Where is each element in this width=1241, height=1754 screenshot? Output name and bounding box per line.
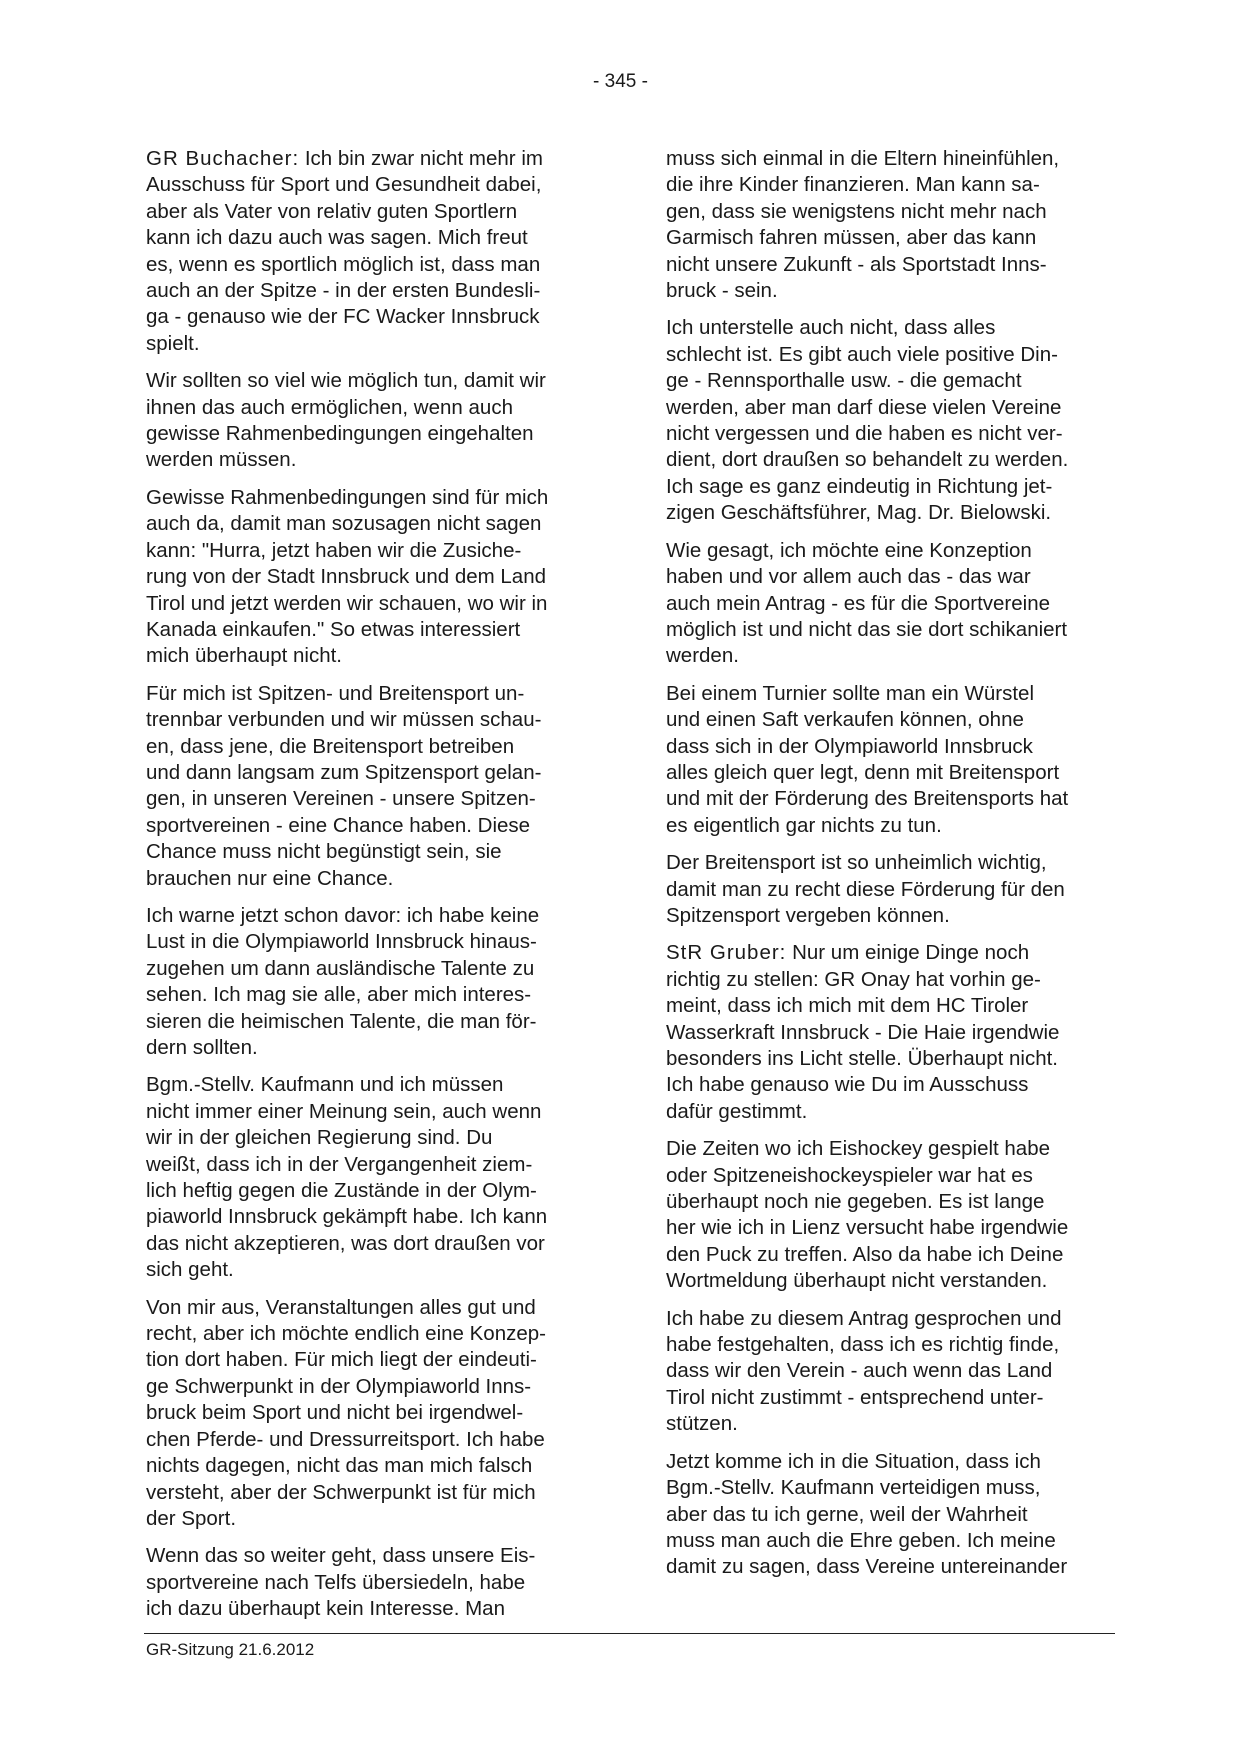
text-line [666, 1554, 1126, 1580]
text-line [146, 1178, 606, 1204]
line-text: lich heftig gegen die Zustände in der Olym- [146, 1179, 537, 1203]
line-text: besonders ins Licht stelle. Überhaupt nicht. [666, 1047, 1059, 1070]
speaker-name: StR Gruber: [666, 941, 787, 965]
line-text: her wie ich in Lienz versucht habe irgendwie [666, 1216, 1069, 1240]
text-line [666, 1099, 1126, 1125]
text-line [146, 929, 606, 955]
text-line [666, 1385, 1126, 1411]
right-text-column [666, 146, 1126, 1592]
line-text: Der Breitensport ist so unheimlich wichtig, [666, 851, 1047, 875]
paragraph [666, 146, 1126, 304]
text-line [666, 1242, 1126, 1268]
line-text: überhaupt noch nie gegeben. Es ist lange [666, 1190, 1045, 1214]
paragraph [666, 1306, 1126, 1438]
line-text: wir in der gleichen Regierung sind. Du [146, 1126, 493, 1150]
text-line [146, 903, 606, 929]
left-text-column [146, 146, 606, 1634]
line-text: chen Pferde- und Dressurreitsport. Ich habe [146, 1427, 545, 1451]
text-line [146, 591, 606, 617]
text-line [146, 1099, 606, 1125]
paragraph [146, 368, 606, 474]
line-text: dient, dort draußen so behandelt zu werden. [666, 448, 1069, 472]
text-line [146, 447, 606, 473]
text-line [666, 395, 1126, 421]
line-text: meint, dass ich mich mit dem HC Tiroler [666, 994, 1029, 1018]
line-text: tion dort haben. Für mich liegt der eindeuti- [146, 1348, 537, 1372]
text-line [146, 252, 606, 278]
line-text: Garmisch fahren müssen, aber das kann [666, 226, 1037, 250]
line-text: schlecht ist. Es gibt auch viele positive Din- [666, 342, 1058, 366]
line-text: ge - Rennsporthalle usw. - die gemacht [666, 369, 1022, 393]
text-line [146, 1257, 606, 1283]
text-line [666, 538, 1126, 564]
line-text: bruck - sein. [666, 279, 778, 303]
line-text: möglich ist und nicht das sie dort schikaniert [666, 617, 1068, 641]
text-line [146, 866, 606, 892]
text-line [146, 1009, 606, 1035]
line-text: Spitzensport vergeben können. [666, 903, 950, 927]
line-text: piaworld Innsbruck gekämpft habe. Ich kann [146, 1205, 548, 1229]
text-line [146, 278, 606, 304]
text-line [666, 643, 1126, 669]
paragraph [146, 1295, 606, 1533]
text-line [666, 617, 1126, 643]
line-text: nicht unsere Zukunft - als Sportstadt Inns- [666, 252, 1047, 276]
line-text: richtig zu stellen: GR Onay hat vorhin ge- [666, 967, 1041, 991]
text-line [666, 681, 1126, 707]
text-line [666, 199, 1126, 225]
line-text: sich geht. [146, 1258, 234, 1282]
text-line [666, 1332, 1126, 1358]
line-text: dass sich in der Olympiaworld Innsbruck [666, 734, 1033, 758]
line-text: gen, dass sie wenigstens nicht mehr nach [666, 199, 1047, 223]
text-line [146, 172, 606, 198]
line-text: werden. [666, 644, 739, 668]
text-line [666, 967, 1126, 993]
text-line [146, 1347, 606, 1373]
line-text: Wie gesagt, ich möchte eine Konzeption [666, 538, 1032, 562]
line-text: das nicht akzeptieren, was dort draußen vor [146, 1231, 545, 1255]
line-text: und dann langsam zum Spitzensport gelan- [146, 760, 542, 784]
line-text: Ich sage es ganz eindeutig in Richtung jet- [666, 474, 1053, 498]
line-text: mich überhaupt nicht. [146, 644, 343, 668]
line-text: muss man auch die Ehre geben. Ich meine [666, 1528, 1056, 1552]
line-text: die ihre Kinder finanzieren. Man kann sa- [666, 173, 1040, 197]
line-text: sportvereinen - eine Chance haben. Diese [146, 813, 531, 837]
line-text: den Puck zu treffen. Also da habe ich Deine [666, 1242, 1064, 1266]
line-text: Ich bin zwar nicht mehr im [304, 147, 543, 170]
line-text: nicht vergessen und die haben es nicht ver- [666, 422, 1063, 446]
line-text: werden müssen. [146, 448, 297, 472]
line-text: Kanada einkaufen." So etwas interessiert [146, 617, 521, 641]
text-line [146, 564, 606, 590]
paragraph [146, 1072, 606, 1283]
text-line [146, 1400, 606, 1426]
paragraph [146, 681, 606, 892]
text-line [666, 1358, 1126, 1384]
text-line [666, 1528, 1126, 1554]
line-text: Tirol nicht zustimmt - entsprechend unter- [666, 1385, 1044, 1409]
paragraph [666, 940, 1126, 1125]
text-line [666, 760, 1126, 786]
line-text: dern sollten. [146, 1036, 258, 1059]
line-text: Bei einem Turnier sollte man ein Würstel [666, 681, 1035, 705]
paragraph [666, 681, 1126, 839]
text-line [146, 199, 606, 225]
text-line [146, 331, 606, 357]
text-line [146, 707, 606, 733]
line-text: versteht, aber der Schwerpunkt ist für mich [146, 1480, 536, 1504]
line-text: en, dass jene, die Breitensport betreiben [146, 734, 515, 758]
text-line [666, 474, 1126, 500]
text-line [666, 1215, 1126, 1241]
line-text: muss sich einmal in die Eltern hineinfühlen, [666, 147, 1060, 170]
text-line [666, 225, 1126, 251]
line-text: nichts dagegen, nicht das man mich falsch [146, 1454, 533, 1478]
line-text: es, wenn es sportlich möglich ist, dass man [146, 252, 541, 276]
text-line [146, 1543, 606, 1569]
line-text: bruck beim Sport und nicht bei irgendwel- [146, 1401, 524, 1425]
line-text: Ich unterstelle auch nicht, dass alles [666, 316, 996, 340]
text-line [146, 681, 606, 707]
text-line [146, 1596, 606, 1622]
line-text: weißt, dass ich in der Vergangenheit ziem- [146, 1152, 533, 1176]
line-text: Gewisse Rahmenbedingungen sind für mich [146, 485, 549, 509]
text-line [666, 1411, 1126, 1437]
text-line [666, 786, 1126, 812]
text-line [666, 172, 1126, 198]
line-text: Tirol und jetzt werden wir schauen, wo wir in [146, 591, 548, 615]
line-text: spielt. [146, 331, 200, 355]
line-text: Nur um einige Dinge noch [792, 941, 1030, 965]
paragraph [666, 315, 1126, 526]
line-text: Die Zeiten wo ich Eishockey gespielt habe [666, 1137, 1051, 1161]
line-text: Bgm.-Stellv. Kaufmann und ich müssen [146, 1073, 504, 1097]
text-line [146, 538, 606, 564]
line-text: rung von der Stadt Innsbruck und dem Land [146, 565, 547, 589]
text-line [666, 421, 1126, 447]
line-text: Chance muss nicht begünstigt sein, sie [146, 840, 502, 864]
text-line [666, 368, 1126, 394]
line-text: ich dazu überhaupt kein Interesse. Man [146, 1597, 505, 1621]
paragraph [666, 538, 1126, 670]
line-text: gen, in unseren Vereinen - unsere Spitzen- [146, 787, 536, 811]
text-line [146, 395, 606, 421]
text-line [666, 1449, 1126, 1475]
line-text: auch da, damit man sozusagen nicht sagen [146, 512, 542, 536]
line-text: ge Schwerpunkt in der Olympiaworld Inns- [146, 1374, 532, 1398]
text-line [666, 1046, 1126, 1072]
line-text: damit man zu recht diese Förderung für den [666, 877, 1065, 901]
line-text: Wenn das so weiter geht, dass unsere Eis- [146, 1544, 536, 1568]
speaker-name: GR Buchacher: [146, 147, 300, 170]
text-line [146, 1570, 606, 1596]
text-line [146, 1125, 606, 1151]
line-text: gewisse Rahmenbedingungen eingehalten [146, 422, 534, 446]
text-line [666, 1163, 1126, 1189]
text-line [146, 1295, 606, 1321]
line-text: sehen. Ich mag sie alle, aber mich interes- [146, 983, 532, 1007]
text-line [146, 421, 606, 447]
line-text: es eigentlich gar nichts zu tun. [666, 813, 942, 837]
line-text: Für mich ist Spitzen- und Breitensport un- [146, 681, 525, 705]
text-line [146, 643, 606, 669]
paragraph [666, 1136, 1126, 1294]
line-text: Ich habe zu diesem Antrag gesprochen und [666, 1306, 1062, 1330]
line-text: Ich warne jetzt schon davor: ich habe keine [146, 903, 540, 927]
text-line [146, 304, 606, 330]
text-line [146, 1321, 606, 1347]
text-line [146, 956, 606, 982]
line-text: aber als Vater von relativ guten Sportlern [146, 199, 518, 223]
paragraph [146, 903, 606, 1061]
text-line [666, 447, 1126, 473]
text-line [146, 1374, 606, 1400]
line-text: auch an der Spitze - in der ersten Bundesli- [146, 279, 541, 303]
page-number: - 345 - [593, 71, 648, 92]
text-line [146, 982, 606, 1008]
line-text: Wir sollten so viel wie möglich tun, damit wir [146, 369, 546, 393]
line-text: ihnen das auch ermöglichen, wenn auch [146, 395, 513, 419]
line-text: damit zu sagen, dass Vereine untereinander [666, 1555, 1068, 1579]
text-line [666, 564, 1126, 590]
line-text: werden, aber man darf diese vielen Vereine [666, 395, 1062, 419]
line-text: aber das tu ich gerne, weil der Wahrheit [666, 1502, 1028, 1526]
line-text: Wasserkraft Innsbruck - Die Haie irgendwie [666, 1020, 1060, 1044]
text-line [146, 617, 606, 643]
text-line [666, 1072, 1126, 1098]
line-text: zugehen um dann ausländische Talente zu [146, 956, 535, 980]
text-line [666, 1189, 1126, 1215]
line-text: kann ich dazu auch was sagen. Mich freut [146, 226, 528, 250]
line-text: oder Spitzeneishockeyspieler war hat es [666, 1163, 1033, 1187]
text-line [146, 1072, 606, 1098]
text-line [666, 903, 1126, 929]
text-line [146, 1480, 606, 1506]
line-text: sportvereine nach Telfs übersiedeln, habe [146, 1570, 526, 1594]
text-line [666, 500, 1126, 526]
text-line [146, 1152, 606, 1178]
line-text: Von mir aus, Veranstaltungen alles gut und [146, 1295, 536, 1319]
line-text: alles gleich quer legt, denn mit Breitensport [666, 760, 1060, 784]
text-line [146, 1035, 606, 1061]
line-text: dass wir den Verein - auch wenn das Land [666, 1359, 1053, 1383]
text-line [146, 786, 606, 812]
text-line [666, 342, 1126, 368]
text-line [146, 368, 606, 394]
paragraph [666, 1449, 1126, 1581]
text-line [666, 315, 1126, 341]
text-line [666, 252, 1126, 278]
text-line [146, 1204, 606, 1230]
text-line [146, 734, 606, 760]
text-line [666, 146, 1126, 172]
line-text: trennbar verbunden und wir müssen schau- [146, 708, 542, 732]
text-line [146, 146, 606, 172]
text-line [666, 1502, 1126, 1528]
line-text: ga - genauso wie der FC Wacker Innsbruck [146, 305, 540, 329]
line-text: Ich habe genauso wie Du im Ausschuss [666, 1073, 1029, 1097]
text-line [666, 813, 1126, 839]
text-line [146, 813, 606, 839]
line-text: kann: "Hurra, jetzt haben wir die Zusiche- [146, 538, 522, 562]
text-line [666, 940, 1126, 966]
text-line [146, 485, 606, 511]
line-text: Ausschuss für Sport und Gesundheit dabei, [146, 173, 542, 197]
line-text: sieren die heimischen Talente, die man för- [146, 1009, 537, 1033]
footer-session-date: GR-Sitzung 21.6.2012 [146, 1640, 315, 1659]
line-text: zigen Geschäftsführer, Mag. Dr. Bielowski. [666, 501, 1052, 525]
line-text: dafür gestimmt. [666, 1099, 808, 1123]
line-text: Lust in die Olympiaworld Innsbruck hinaus- [146, 930, 537, 954]
text-line [666, 993, 1126, 1019]
text-line [146, 1453, 606, 1479]
text-line [146, 760, 606, 786]
line-text: und mit der Förderung des Breitensports hat [666, 787, 1069, 811]
line-text: Bgm.-Stellv. Kaufmann verteidigen muss, [666, 1476, 1041, 1500]
text-line [666, 707, 1126, 733]
text-line [666, 1475, 1126, 1501]
text-line [666, 591, 1126, 617]
text-line [146, 839, 606, 865]
text-line [666, 877, 1126, 903]
line-text: auch mein Antrag - es für die Sportvereine [666, 591, 1051, 615]
text-line [666, 1268, 1126, 1294]
text-line [666, 1136, 1126, 1162]
text-line [146, 1506, 606, 1532]
line-text: brauchen nur eine Chance. [146, 866, 394, 890]
paragraph [146, 146, 606, 357]
text-line [666, 278, 1126, 304]
line-text: nicht immer einer Meinung sein, auch wenn [146, 1099, 542, 1123]
text-line [146, 511, 606, 537]
line-text: Wortmeldung überhaupt nicht verstanden. [666, 1269, 1048, 1293]
text-line [666, 850, 1126, 876]
text-line [666, 1306, 1126, 1332]
paragraph [146, 485, 606, 670]
text-line [146, 1427, 606, 1453]
line-text: stützen. [666, 1412, 738, 1436]
text-line [146, 225, 606, 251]
text-line [666, 1020, 1126, 1046]
footer-divider [144, 1633, 1115, 1634]
line-text: haben und vor allem auch das - das war [666, 565, 1031, 589]
line-text: und einen Saft verkaufen können, ohne [666, 708, 1024, 732]
paragraph [666, 850, 1126, 929]
line-text: recht, aber ich möchte endlich eine Konzep- [146, 1322, 546, 1346]
paragraph [146, 1543, 606, 1622]
line-text: Jetzt komme ich in die Situation, dass ich [666, 1449, 1041, 1473]
text-line [666, 734, 1126, 760]
line-text: habe festgehalten, dass ich es richtig finde, [666, 1333, 1060, 1357]
line-text: der Sport. [146, 1506, 237, 1530]
text-line [146, 1231, 606, 1257]
